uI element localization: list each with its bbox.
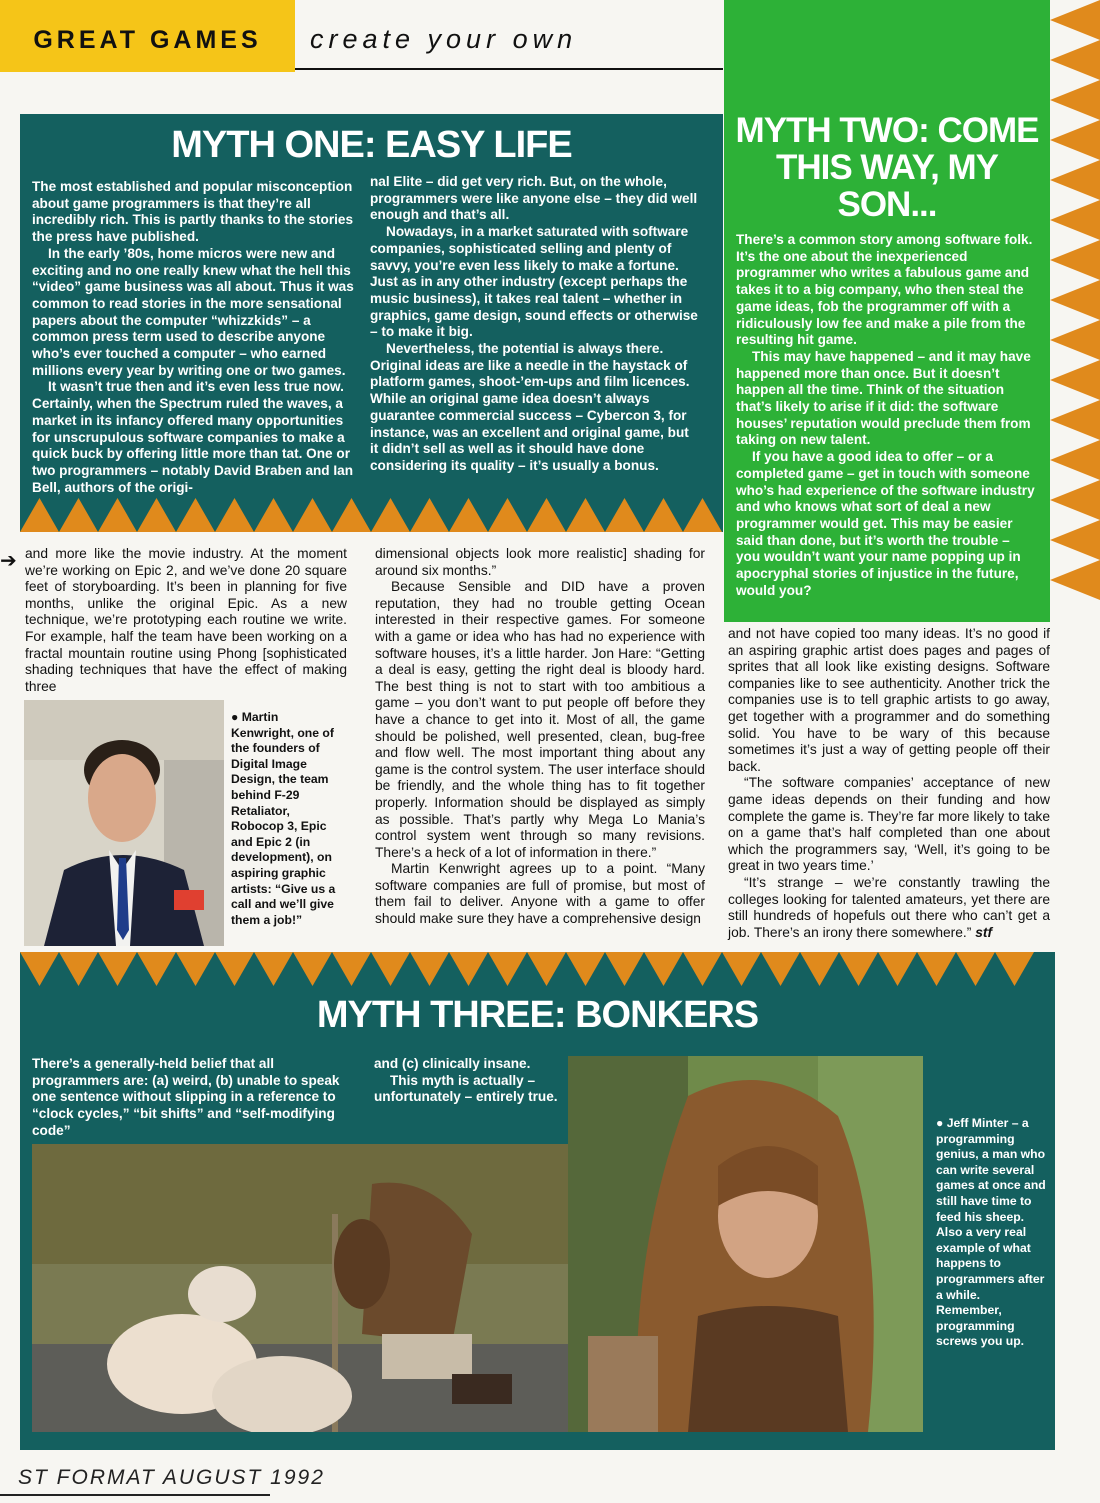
myth-one-col1 <box>32 179 362 496</box>
zigzag-border <box>20 498 723 532</box>
paragraph: and (c) clinically insane. <box>374 1056 531 1071</box>
zigzag-triangle <box>449 952 488 986</box>
martin-kenwright-photo <box>24 700 224 946</box>
footer-text: ST FORMAT AUGUST 1992 <box>18 1466 325 1489</box>
section-title: GREAT GAMES <box>33 26 262 54</box>
paragraph: Nowadays, in a market saturated with software companies, sophisticated selling and plenty of savvy, you’re even less likely to make a fortune. Just as in any other industry (except perhaps the music business), it takes real talent – whether in graphics, game design, sound effects or otherwise – to make it big. <box>370 224 698 340</box>
paragraph: This myth is actually – unfortunately – entirely true. <box>374 1072 558 1105</box>
paragraph: and more like the movie industry. At the moment we’re working on Epic 2, and we’ve done 20 square feet of storyboarding. It’s been in planning for five months, unlike the original Epic. As a new technique, we’re prototyping each routine we write. For example, half the team have been working on a fractal mountain routine using Phong [sophisticated shading techniques that have the effect of making three <box>25 546 347 694</box>
zigzag-triangle <box>137 952 176 986</box>
zigzag-triangle <box>371 498 410 532</box>
zigzag-triangle <box>605 498 644 532</box>
zigzag-triangle <box>1050 520 1100 560</box>
zigzag-triangle <box>1050 560 1100 600</box>
zigzag-triangle <box>527 498 566 532</box>
zigzag-triangle <box>410 498 449 532</box>
zigzag-border <box>20 952 1055 986</box>
zigzag-triangle <box>176 952 215 986</box>
zigzag-triangle <box>1050 480 1100 520</box>
signoff: stf <box>975 924 993 940</box>
zigzag-triangle <box>1050 360 1100 400</box>
zigzag-triangle <box>956 952 995 986</box>
zigzag-triangle <box>59 952 98 986</box>
paragraph: nal Elite – did get very rich. But, on the whole, programmers were like anyone else – they did well enough and that’s all. <box>370 174 698 223</box>
zigzag-triangle <box>332 498 371 532</box>
zigzag-triangle <box>917 952 956 986</box>
zigzag-triangle <box>254 952 293 986</box>
paragraph: Nevertheless, the potential is always there. Original ideas are like a needle in the haystack of platform games, shoot-’em-ups and film licences. While an original game idea doesn’t always guarantee commercial success – Cybercon 3, for instance, was an excellent and original game, but it didn’t sell as well as it should have done considering its quality – it’s usually a bonus. <box>370 341 690 473</box>
paragraph: It wasn’t true then and it’s even less true now. Certainly, when the Spectrum ruled the waves, a market in its infancy offered many opportunities for unscrupulous software companies to make a quick buck by offering little more than tat. One or two programmers – notably David Braben and Ian Bell, authors of the origi- <box>32 379 354 495</box>
zigzag-triangle <box>293 498 332 532</box>
paragraph <box>728 875 1050 941</box>
footer-rule <box>0 1494 270 1496</box>
zigzag-triangle <box>1050 440 1100 480</box>
zigzag-triangle <box>1050 40 1100 80</box>
zigzag-triangle <box>1050 320 1100 360</box>
myth-three-col1 <box>32 1056 362 1140</box>
zigzag-triangle <box>59 498 98 532</box>
zigzag-triangle <box>488 498 527 532</box>
paragraph: The most established and popular misconception about game programmers is that they’re all incredibly rich. This is partly thanks to the stories the press have published. <box>32 179 354 245</box>
paragraph: Because Sensible and DID have a proven reputation, they had no trouble getting Ocean interested in their respective games. For someone with a game or idea who has had no experience with software houses, it’s a little harder. Jon Hare: “Getting a deal is easy, getting the right deal is bloody hard. The best thing is not to start with too ambitious a game – you don’t want to put people off before they have a chance to get into it. Most of all, the game should be polished, well presented, clean, bug-free and flow well. The most important thing about any game is the control system. The user interface should be friendly, and the whole thing has to fit together properly. Information should be displayed as simply as possible. That’s partly why Mega Lo Mania’s control system went through so many revisions. There’s a heck of a lot of information in there.” <box>375 579 705 860</box>
continue-arrow-icon: ➔ <box>0 550 17 572</box>
zigzag-triangle <box>683 498 722 532</box>
article-col1 <box>25 546 347 695</box>
paragraph: Martin Kenwright agrees up to a point. “Many software companies are full of promise, but most of them fail to deliver. Anyone with a game to offer should make sure they have a comprehensive design <box>375 861 705 927</box>
paragraph: and not have copied too many ideas. It’s no good if an aspiring graphic artist does pages and pages of sprites that all look like existing designs. Software companies like to see authenticity. Another trick the companies use is to tell graphic artists to go away, get together with a programmer and do something solid. You have to be wary of this because sometimes it’s just a way of getting people off their back. <box>728 626 1050 774</box>
myth-two-panel <box>724 0 1050 622</box>
zigzag-triangle <box>293 952 332 986</box>
paragraph: This may have happened – and it may have happened more than once. But it doesn’t happen all the time. Think of the situation that’s likely to arise if it did: the software houses’ reputation would preclude them from taking on new talent. <box>736 348 1031 448</box>
paragraph: There’s a common story among software folk. It’s the one about the inexperienced programmer who writes a fabulous game and takes it to a big company, who then steal the game ideas, fob the programmer off with a ridiculously low fee and make a pile from the resulting hit game. <box>736 232 1033 348</box>
myth-two-text <box>736 232 1036 599</box>
zigzag-triangle <box>215 498 254 532</box>
zigzag-triangle <box>254 498 293 532</box>
zigzag-triangle <box>371 952 410 986</box>
zigzag-triangle <box>1050 80 1100 120</box>
zigzag-triangle <box>839 952 878 986</box>
zigzag-triangle <box>722 952 761 986</box>
paragraph: dimensional objects look more realistic] shading for around six months.” <box>375 546 705 578</box>
myth-one-col2 <box>370 174 700 475</box>
zigzag-triangle <box>410 952 449 986</box>
zigzag-triangle <box>605 952 644 986</box>
zigzag-triangle <box>176 498 215 532</box>
zigzag-triangle <box>98 498 137 532</box>
zigzag-triangle <box>878 952 917 986</box>
zigzag-triangle <box>644 952 683 986</box>
zigzag-triangle <box>98 952 137 986</box>
zigzag-triangle <box>20 498 59 532</box>
zigzag-triangle <box>1050 120 1100 160</box>
myth-three-title: MYTH THREE: BONKERS <box>316 994 759 1036</box>
kenwright-caption: ● Martin Kenwright, one of the founders of Digital Image Design, the team behind F-29 Retaliator, Robocop 3, Epic and Epic 2 (in development), on aspiring graphic artists: “Give us a call and we’ll give them a job!” <box>231 710 336 927</box>
zigzag-triangle <box>332 952 371 986</box>
article-col3 <box>728 626 1050 941</box>
zigzag-triangle <box>644 498 683 532</box>
zigzag-triangle <box>1050 200 1100 240</box>
zigzag-triangle <box>566 952 605 986</box>
paragraph: “The software companies’ acceptance of new game ideas depends on their funding and how complete the game is. They’re far more likely to take on a game that’s half completed than one about which the programmers say, ‘Well, it’s going to be great in two years time.’ <box>728 775 1050 874</box>
zigzag-triangle <box>995 952 1034 986</box>
myth-two-side-zigzag <box>1050 0 1100 622</box>
article-col2 <box>375 546 705 928</box>
zigzag-triangle <box>1050 400 1100 440</box>
paragraph: In the early ’80s, home micros were new and exciting and no one really knew what the hell this “video” game business was all about. Thus it was common to read stories in the more sensational papers about the computer “whizzkids” – a common press term used to describe anyone who’s ever touched a computer – who earned millions every year by writing one or two games. <box>32 245 354 378</box>
zigzag-triangle <box>527 952 566 986</box>
zigzag-triangle <box>800 952 839 986</box>
minter-caption: ● Jeff Minter – a programming genius, a man who can write several games at once and still have time to feed his sheep. Also a very real example of what happens to programmers after a while. Remember, programming screws you up. <box>936 1116 1046 1349</box>
zigzag-triangle <box>215 952 254 986</box>
zigzag-triangle <box>1050 280 1100 320</box>
myth-one-panel <box>20 114 723 532</box>
zigzag-triangle <box>1050 0 1100 40</box>
zigzag-triangle <box>20 952 59 986</box>
zigzag-triangle <box>137 498 176 532</box>
zigzag-triangle <box>1050 160 1100 200</box>
myth-two-title: MYTH TWO: COME THIS WAY, MY SON... <box>735 111 1039 224</box>
paragraph-text: “It’s strange – we’re constantly trawling the colleges looking for talented amateurs, yet there are still hundreds of hopefuls out there who can’t get a job. There’s an irony there somewhere.” <box>728 874 1050 940</box>
sheep-photo <box>32 1144 597 1432</box>
paragraph: There’s a generally-held belief that all programmers are: (a) weird, (b) unable to speak one sentence without slipping in a reference to “clock cycles,” “bit shifts” and “self-modifying code” <box>32 1056 340 1138</box>
zigzag-triangle <box>683 952 722 986</box>
zigzag-triangle <box>1050 240 1100 280</box>
section-subtitle: create your own <box>310 24 578 54</box>
zigzag-triangle <box>449 498 488 532</box>
zigzag-triangle <box>488 952 527 986</box>
myth-one-title: MYTH ONE: EASY LIFE <box>171 124 572 166</box>
header-rule <box>295 68 723 70</box>
jeff-minter-photo <box>568 1056 923 1432</box>
paragraph: If you have a good idea to offer – or a completed game – get in touch with someone who’s had experience of the software industry and who knows what sort of deal a new programmer would get. This may be easier said than done, but it’s worth the trouble – you wouldn’t want your name popping up in apocryphal stories of injustice in the future, would you? <box>736 449 1035 598</box>
zigzag-triangle <box>566 498 605 532</box>
myth-three-col2 <box>374 1056 564 1106</box>
zigzag-triangle <box>761 952 800 986</box>
